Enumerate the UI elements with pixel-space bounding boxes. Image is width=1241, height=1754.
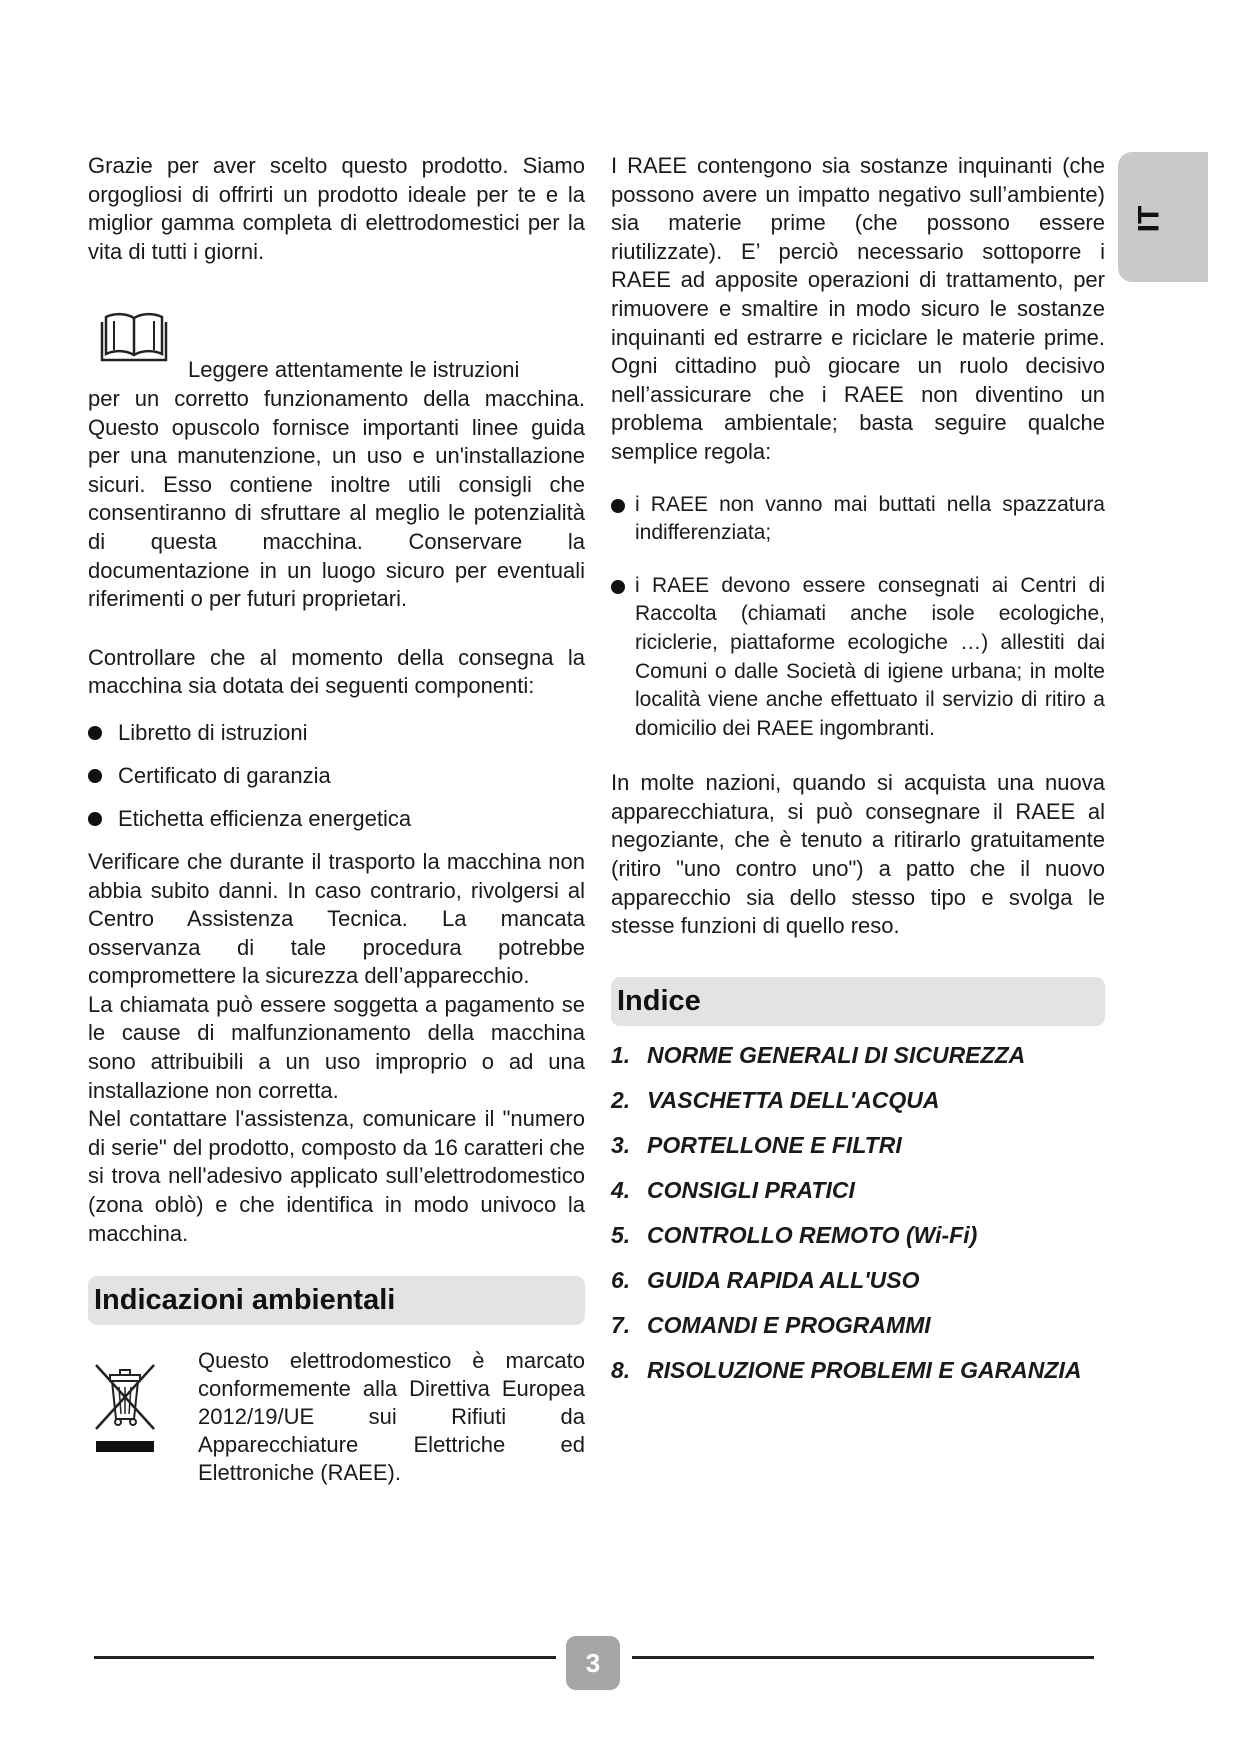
weee-directive-text: Questo elettrodomestico è marcato conformemente alla Direttiva Europea 2012/19/UE sui Rifiuti da Apparecchiature Elettriche ed Elettroniche (RAEE). <box>198 1348 585 1486</box>
raee-intro-paragraph: I RAEE contengono sia sostanze inquinanti (che possono avere un impatto negativo sull’ambiente) sia materie prime (che possono essere riutilizzate). E’ perciò necessario sottoporre i RAEE ad apposite operazioni di trattamento, per rimuovere e smaltire in modo sicuro le sostanze inquinanti ed estrarre e riciclare le materie prime. Ogni cittadino può giocare un ruolo decisivo nell’assicurare che i RAEE non diventino un problema ambientale; basta seguire qualche semplice regola: <box>611 153 1105 464</box>
bullet-icon <box>88 812 102 826</box>
table-of-contents <box>611 1040 1105 1385</box>
toc-item[interactable]: 6. GUIDA RAPIDA ALL'USO <box>611 1266 920 1293</box>
left-column <box>88 152 585 1487</box>
toc-item[interactable]: 4. CONSIGLI PRATICI <box>611 1176 855 1203</box>
list-item: Certificato di garanzia <box>88 762 585 790</box>
toc-item[interactable]: 3. PORTELLONE E FILTRI <box>611 1131 902 1158</box>
list-item: i RAEE devono essere consegnati ai Centri di Raccolta (chiamati anche isole ecologiche, riciclerie, piattaforme ecologiche …) allestiti dai Comuni o dalle Società di igiene urbana; in molte località viene anche effettuato il servizio di ritiro a domicilio dei RAEE ingombranti. <box>611 572 1105 744</box>
intro-paragraph: Grazie per aver scelto questo prodotto. Siamo orgogliosi di offrirti un prodotto ideale per te e la miglior gamma completa di elettrodomestici per la vita di tutti i giorni. <box>88 153 585 264</box>
toc-item[interactable]: 2. VASCHETTA DELL'ACQUA <box>611 1086 940 1113</box>
index-section-title: Indice <box>611 977 1105 1026</box>
bullet-icon <box>88 726 102 740</box>
language-tab <box>1118 152 1208 282</box>
toc-item[interactable]: 1. NORME GENERALI DI SICUREZZA <box>611 1041 1026 1068</box>
crossed-bin-icon <box>88 1357 162 1457</box>
page-number-badge: 3 <box>566 1636 620 1690</box>
language-tab-label: IT <box>1132 205 1166 233</box>
bullet-icon <box>611 499 625 513</box>
toc-item[interactable]: 8. RISOLUZIONE PROBLEMI E GARANZIA <box>611 1356 1082 1383</box>
weee-notice <box>88 1347 585 1487</box>
read-instructions-paragraph <box>88 356 585 613</box>
list-item: Libretto di istruzioni <box>88 719 585 747</box>
list-item: i RAEE non vanno mai buttati nella spazzatura indifferenziata; <box>611 491 1105 548</box>
delivery-check-paragraph: Controllare che al momento della consegna la macchina sia dotata dei seguenti componenti: <box>88 644 585 699</box>
toc-item[interactable]: 5. CONTROLLO REMOTO (Wi-Fi) <box>611 1221 978 1248</box>
toc-item[interactable]: 7. COMANDI E PROGRAMMI <box>611 1311 931 1338</box>
environment-section-title: Indicazioni ambientali <box>88 1276 585 1325</box>
one-for-one-paragraph: In molte nazioni, quando si acquista una nuova apparecchiatura, si può consegnare il RAEE al negoziante, che è tenuto a ritirarlo gratuitamente (ritiro "uno contro uno") a patto che il nuovo apparecchio sia dello stesso tipo e svolga le stesse funzioni di quello reso. <box>611 770 1105 939</box>
serial-number-paragraph: Nel contattare l'assistenza, comunicare il "numero di serie" del prodotto, composto da 16 caratteri che si trova nell'adesivo applicato sull’elettrodomestico (zona oblò) e che identifica in modo univoco la macchina. <box>88 1106 585 1246</box>
footer-rule-right <box>632 1656 1094 1659</box>
read-instructions-body: per un corretto funzionamento della macchina. Questo opuscolo fornisce importanti linee guida per una manutenzione, un uso e un'installazione sicuri. Esso contiene inoltre utili consigli che consentiranno di sfruttare al meglio le potenzialità di questa macchina. Conservare la documentazione in un luogo sicuro per eventuali riferimenti o per futuri proprietari. <box>88 385 585 612</box>
bullet-icon <box>611 580 625 594</box>
right-column <box>611 152 1105 1400</box>
call-cost-paragraph: La chiamata può essere soggetta a pagamento se le cause di malfunzionamento della macchina sono attribuibili a un uso improprio o ad una installazione non corretta. <box>88 991 585 1103</box>
raee-rules-list <box>611 491 1105 744</box>
footer-rule-left <box>94 1656 556 1659</box>
components-list <box>88 719 585 833</box>
transport-check-paragraph: Verificare che durante il trasporto la macchina non abbia subito danni. In caso contrario, rivolgersi al Centro Assistenza Tecnica. La mancata osservanza di tale procedura potrebbe compromettere la sicurezza dell’apparecchio. <box>88 848 585 989</box>
bullet-icon <box>88 769 102 783</box>
list-item: Etichetta efficienza energetica <box>88 805 585 833</box>
read-instructions-lead: Leggere attentamente le istruzioni <box>188 357 520 383</box>
